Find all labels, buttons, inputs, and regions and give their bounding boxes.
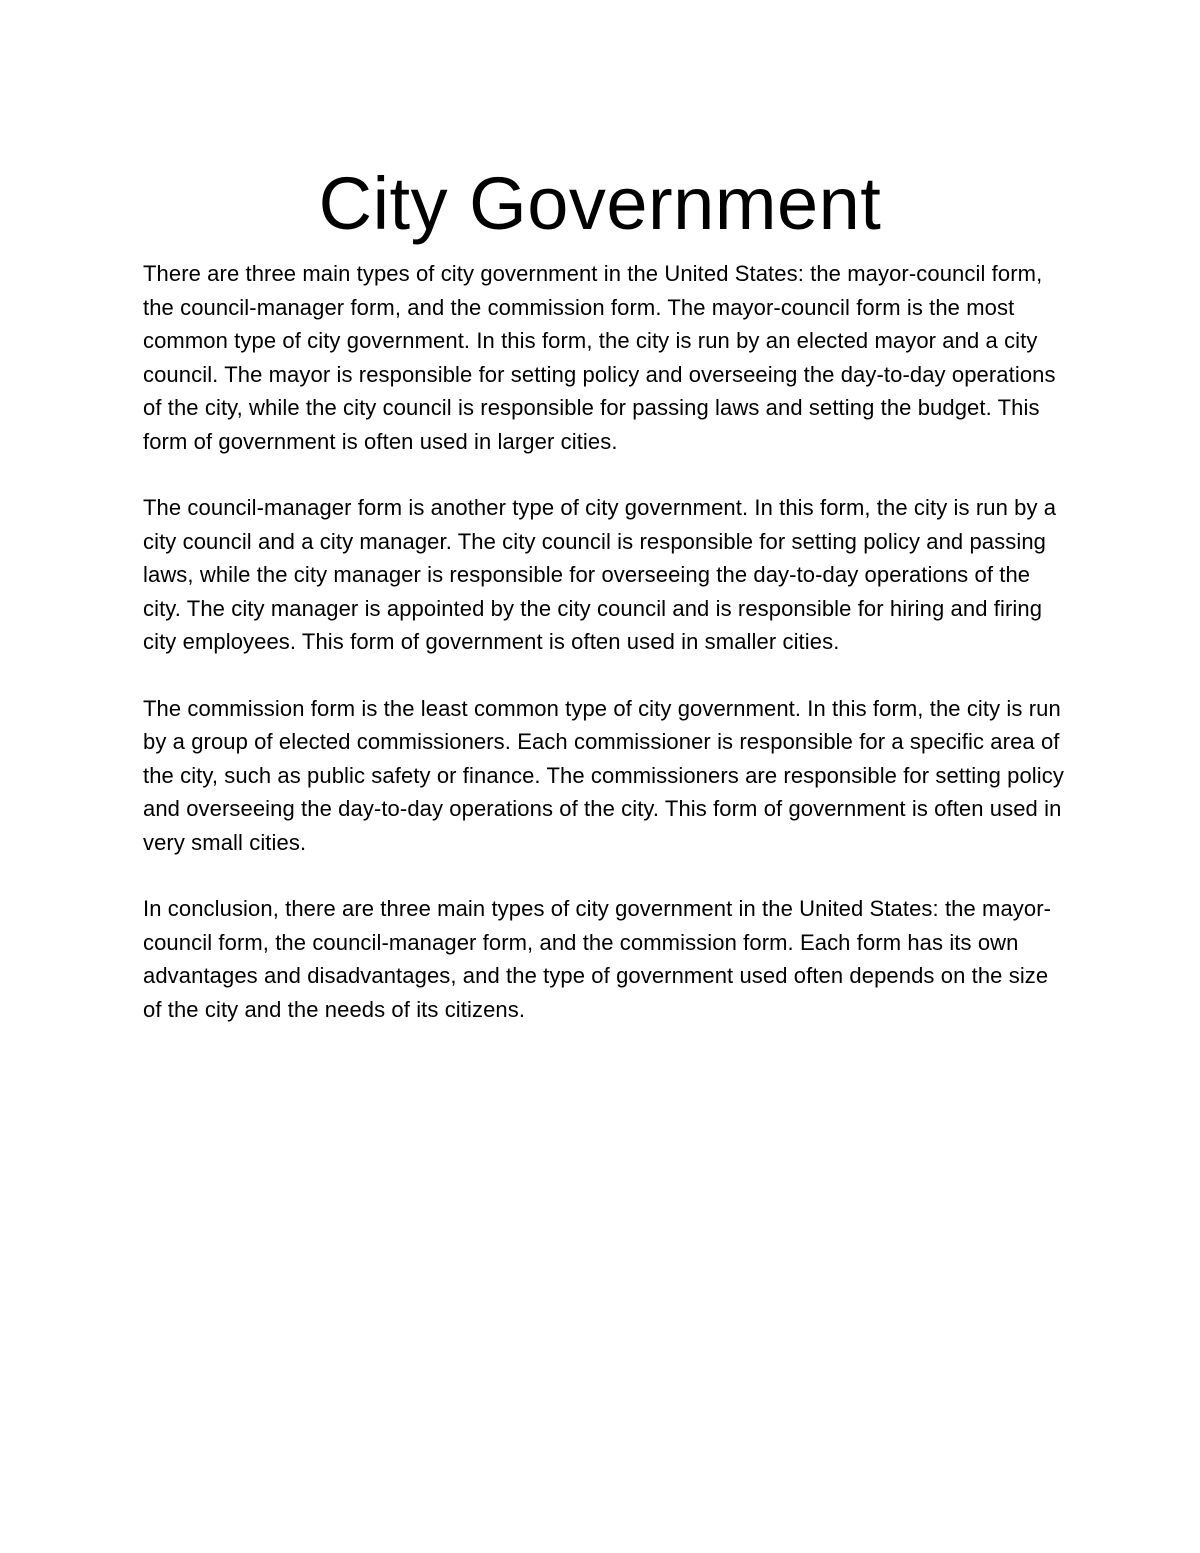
paragraph-council-manager: The council-manager form is another type of city government. In this form, the city is run by a city council and a city manager. The city council is responsible for setting policy and passing laws, while the city manager is responsible for overseeing the day-to-day operations of the city. The city manager is appointed by the city council and is responsible for hiring and firing city employees. This form of government is often used in smaller cities. [143, 495, 1057, 654]
document-title: City Government [318, 162, 882, 245]
document-body [143, 257, 1068, 1026]
paragraph-conclusion: In conclusion, there are three main types of city government in the United States: the mayor-council form, the council-manager form, and the commission form. Each form has its own advantages and disadvantages, and the type of government used often depends on the size of the city and the needs of its citizens. [143, 896, 1052, 1022]
paragraph-intro-mayor-council: There are three main types of city government in the United States: the mayor-council form, the council-manager form, and the commission form. The mayor-council form is the most common type of city government. In this form, the city is run by an elected mayor and a city council. The mayor is responsible for setting policy and overseeing the day-to-day operations of the city, while the city council is responsible for passing laws and setting the budget. This form of government is often used in larger cities. [143, 261, 1056, 454]
paragraph-commission: The commission form is the least common type of city government. In this form, the city is run by a group of elected commissioners. Each commissioner is responsible for a specific area of the city, such as public safety or finance. The commissioners are responsible for setting policy and overseeing the day-to-day operations of the city. This form of government is often used in very small cities. [143, 695, 1064, 855]
